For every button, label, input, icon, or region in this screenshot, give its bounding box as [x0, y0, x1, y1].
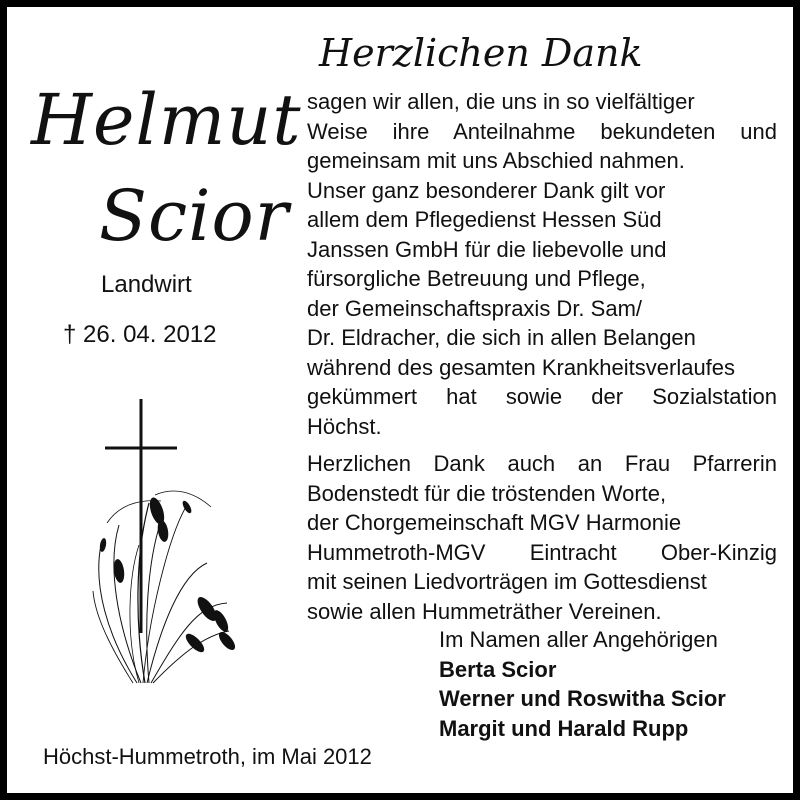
death-dagger-symbol: † [63, 321, 77, 348]
text-line: gekümmert hat sowie der Sozialstation [307, 384, 777, 409]
text-line: der Chorgemeinschaft MGV Harmonie [307, 510, 682, 535]
notice-heading: Herzlichen Dank [319, 31, 643, 75]
text-line: Unser ganz besonderer Dank gilt vor [307, 177, 666, 203]
signature-intro: Im Namen aller Angehörigen [439, 627, 718, 652]
signature-name: Werner und Roswitha Scior [439, 686, 726, 711]
text-line: sowie allen Hummeträther Vereinen. [307, 598, 662, 624]
text-line: während des gesamten Krankheitsverlaufes [307, 354, 736, 380]
text-line: sagen wir allen, die uns in so vielfältiger [307, 89, 695, 114]
text-line: fürsorgliche Betreuung und Pflege, [307, 266, 646, 291]
signature-name: Margit und Harald Rupp [439, 715, 689, 741]
notice-body [307, 87, 777, 634]
text-line: Herzlichen Dank auch an Frau Pfarrerin [307, 451, 777, 476]
deceased-occupation: Landwirt [101, 271, 192, 298]
text-line: allem dem Pflegedienst Hessen Süd [307, 207, 662, 232]
text-line: Hummetroth-MGV Eintracht Ober-Kinzig [307, 539, 777, 565]
thanks-paragraph-care [307, 87, 777, 441]
death-date-line [63, 321, 216, 349]
text-line: Dr. Eldracher, die sich in allen Belangen [307, 325, 696, 350]
thanks-paragraph-church [307, 449, 777, 626]
text-line: gemeinsam mit uns Abschied nahmen. [307, 148, 685, 173]
cross-with-wheat-icon [89, 395, 259, 685]
signature-name: Berta Scior [439, 656, 557, 682]
text-line: Bodenstedt für die tröstenden Worte, [307, 480, 667, 506]
text-line: Weise ihre Anteilnahme bekundeten und [307, 118, 777, 144]
text-line: Höchst. [307, 413, 382, 439]
text-line: Janssen GmbH für die liebevolle und [307, 236, 667, 262]
deceased-first-name: Helmut [31, 79, 302, 161]
death-date: 26. 04. 2012 [83, 321, 217, 348]
text-line: der Gemeinschaftspraxis Dr. Sam/ [307, 295, 643, 321]
deceased-last-name: Scior [99, 175, 290, 257]
place-and-date: Höchst-Hummetroth, im Mai 2012 [43, 744, 372, 769]
text-line: mit seinen Liedvorträgen im Gottesdienst [307, 569, 707, 594]
signature-block [439, 625, 726, 743]
